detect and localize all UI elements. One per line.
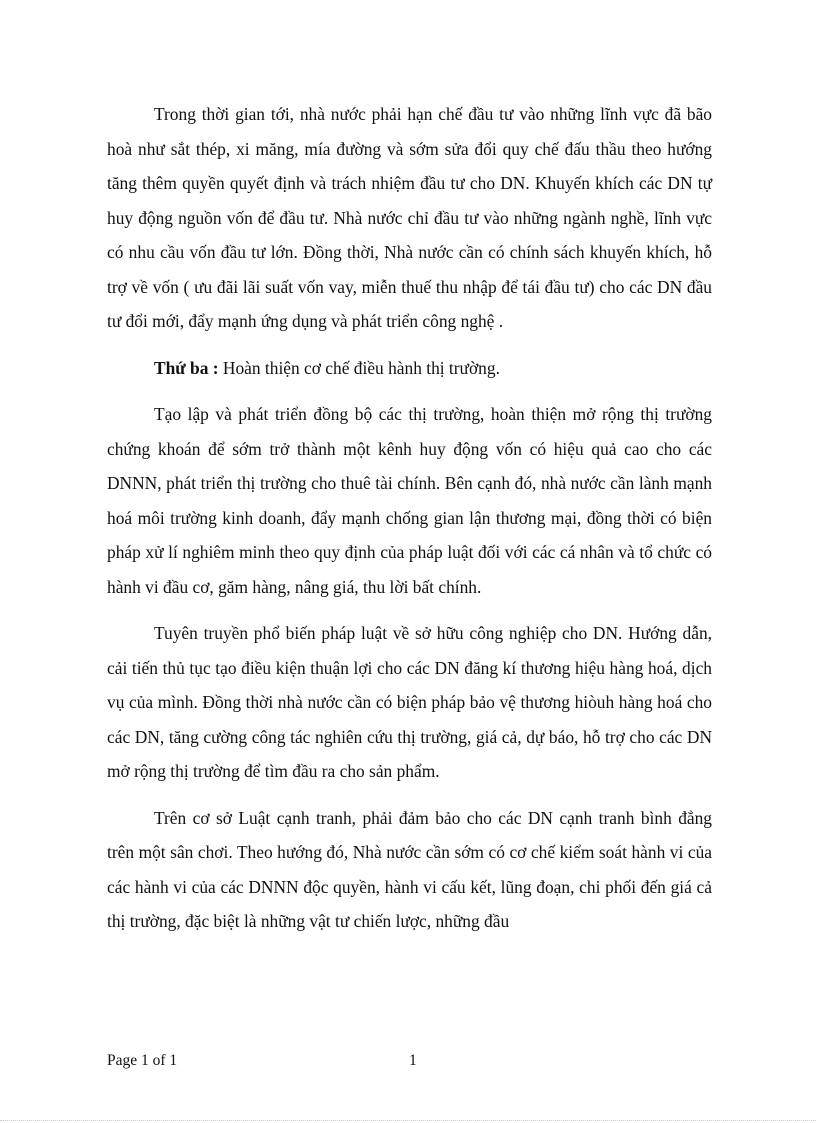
section-heading-title: Hoàn thiện cơ chế điều hành thị trường. bbox=[218, 357, 500, 378]
document-body bbox=[107, 97, 712, 951]
page-footer bbox=[107, 1052, 712, 1076]
section-heading-label: Thứ ba : bbox=[154, 357, 219, 378]
section-heading bbox=[107, 351, 712, 386]
page-bottom-edge bbox=[0, 1120, 816, 1121]
paragraph-competition-law: Trên cơ sở Luật cạnh tranh, phải đảm bảo cho các DN cạnh tranh bình đẳng trên một sân chơi. Theo hướng đó, Nhà nước cần sớm có cơ chế kiểm soát hành vi của các hành vi của các DNNN độc quyền, hành vi cấu kết, lũng đoạn, chi phối đến giá cả thị trường, đặc biệt là những vật tư chiến lược, những đầu bbox=[107, 807, 712, 931]
paragraph-market-development: Tạo lập và phát triển đồng bộ các thị trường, hoàn thiện mở rộng thị trường chứng khoán để sớm trở thành một kênh huy động vốn có hiệu quả cao cho các DNNN, phát triển thị trường cho thuê tài chính. Bên cạnh đó, nhà nước cần lành mạnh hoá môi trường kinh doanh, đẩy mạnh chống gian lận thương mại, đồng thời có biện pháp xử lí nghiêm minh theo quy định của pháp luật đối với các cá nhân và tổ chức có hành vi đầu cơ, găm hàng, nâng giá, thu lời bất chính. bbox=[107, 404, 712, 597]
paragraph-investment-policy: Trong thời gian tới, nhà nước phải hạn chế đầu tư vào những lĩnh vực đã bão hoà như sắt thép, xi măng, mía đường và sớm sửa đổi quy chế đấu thầu theo hướng tăng thêm quyền quyết định và trách nhiệm đầu tư cho DN. Khuyến khích các DN tự huy động nguồn vốn để đầu tư. Nhà nước chỉ đầu tư vào những ngành nghề, lĩnh vực có nhu cầu vốn đầu tư lớn. Đồng thời, Nhà nước cần có chính sách khuyến khích, hỗ trợ về vốn ( ưu đãi lãi suất vốn vay, miễn thuế thu nhập để tái đầu tư) cho các DN đầu tư đổi mới, đẩy mạnh ứng dụng và phát triển công nghệ . bbox=[107, 104, 712, 331]
footer-page-number: 1 bbox=[409, 1052, 417, 1069]
footer-page-label: Page 1 of 1 bbox=[107, 1052, 178, 1069]
paragraph-industrial-property: Tuyên truyền phổ biến pháp luật về sở hữu công nghiệp cho DN. Hướng dẫn, cải tiến thủ tục tạo điều kiện thuận lợi cho các DN đăng kí thương hiệu hàng hoá, dịch vụ của mình. Đồng thời nhà nước cần có biện pháp bảo vệ thương hiòuh hàng hoá cho các DN, tăng cường công tác nghiên cứu thị trường, giá cả, dự báo, hỗ trợ cho các DN mở rộng thị trường để tìm đầu ra cho sản phẩm. bbox=[107, 623, 712, 781]
